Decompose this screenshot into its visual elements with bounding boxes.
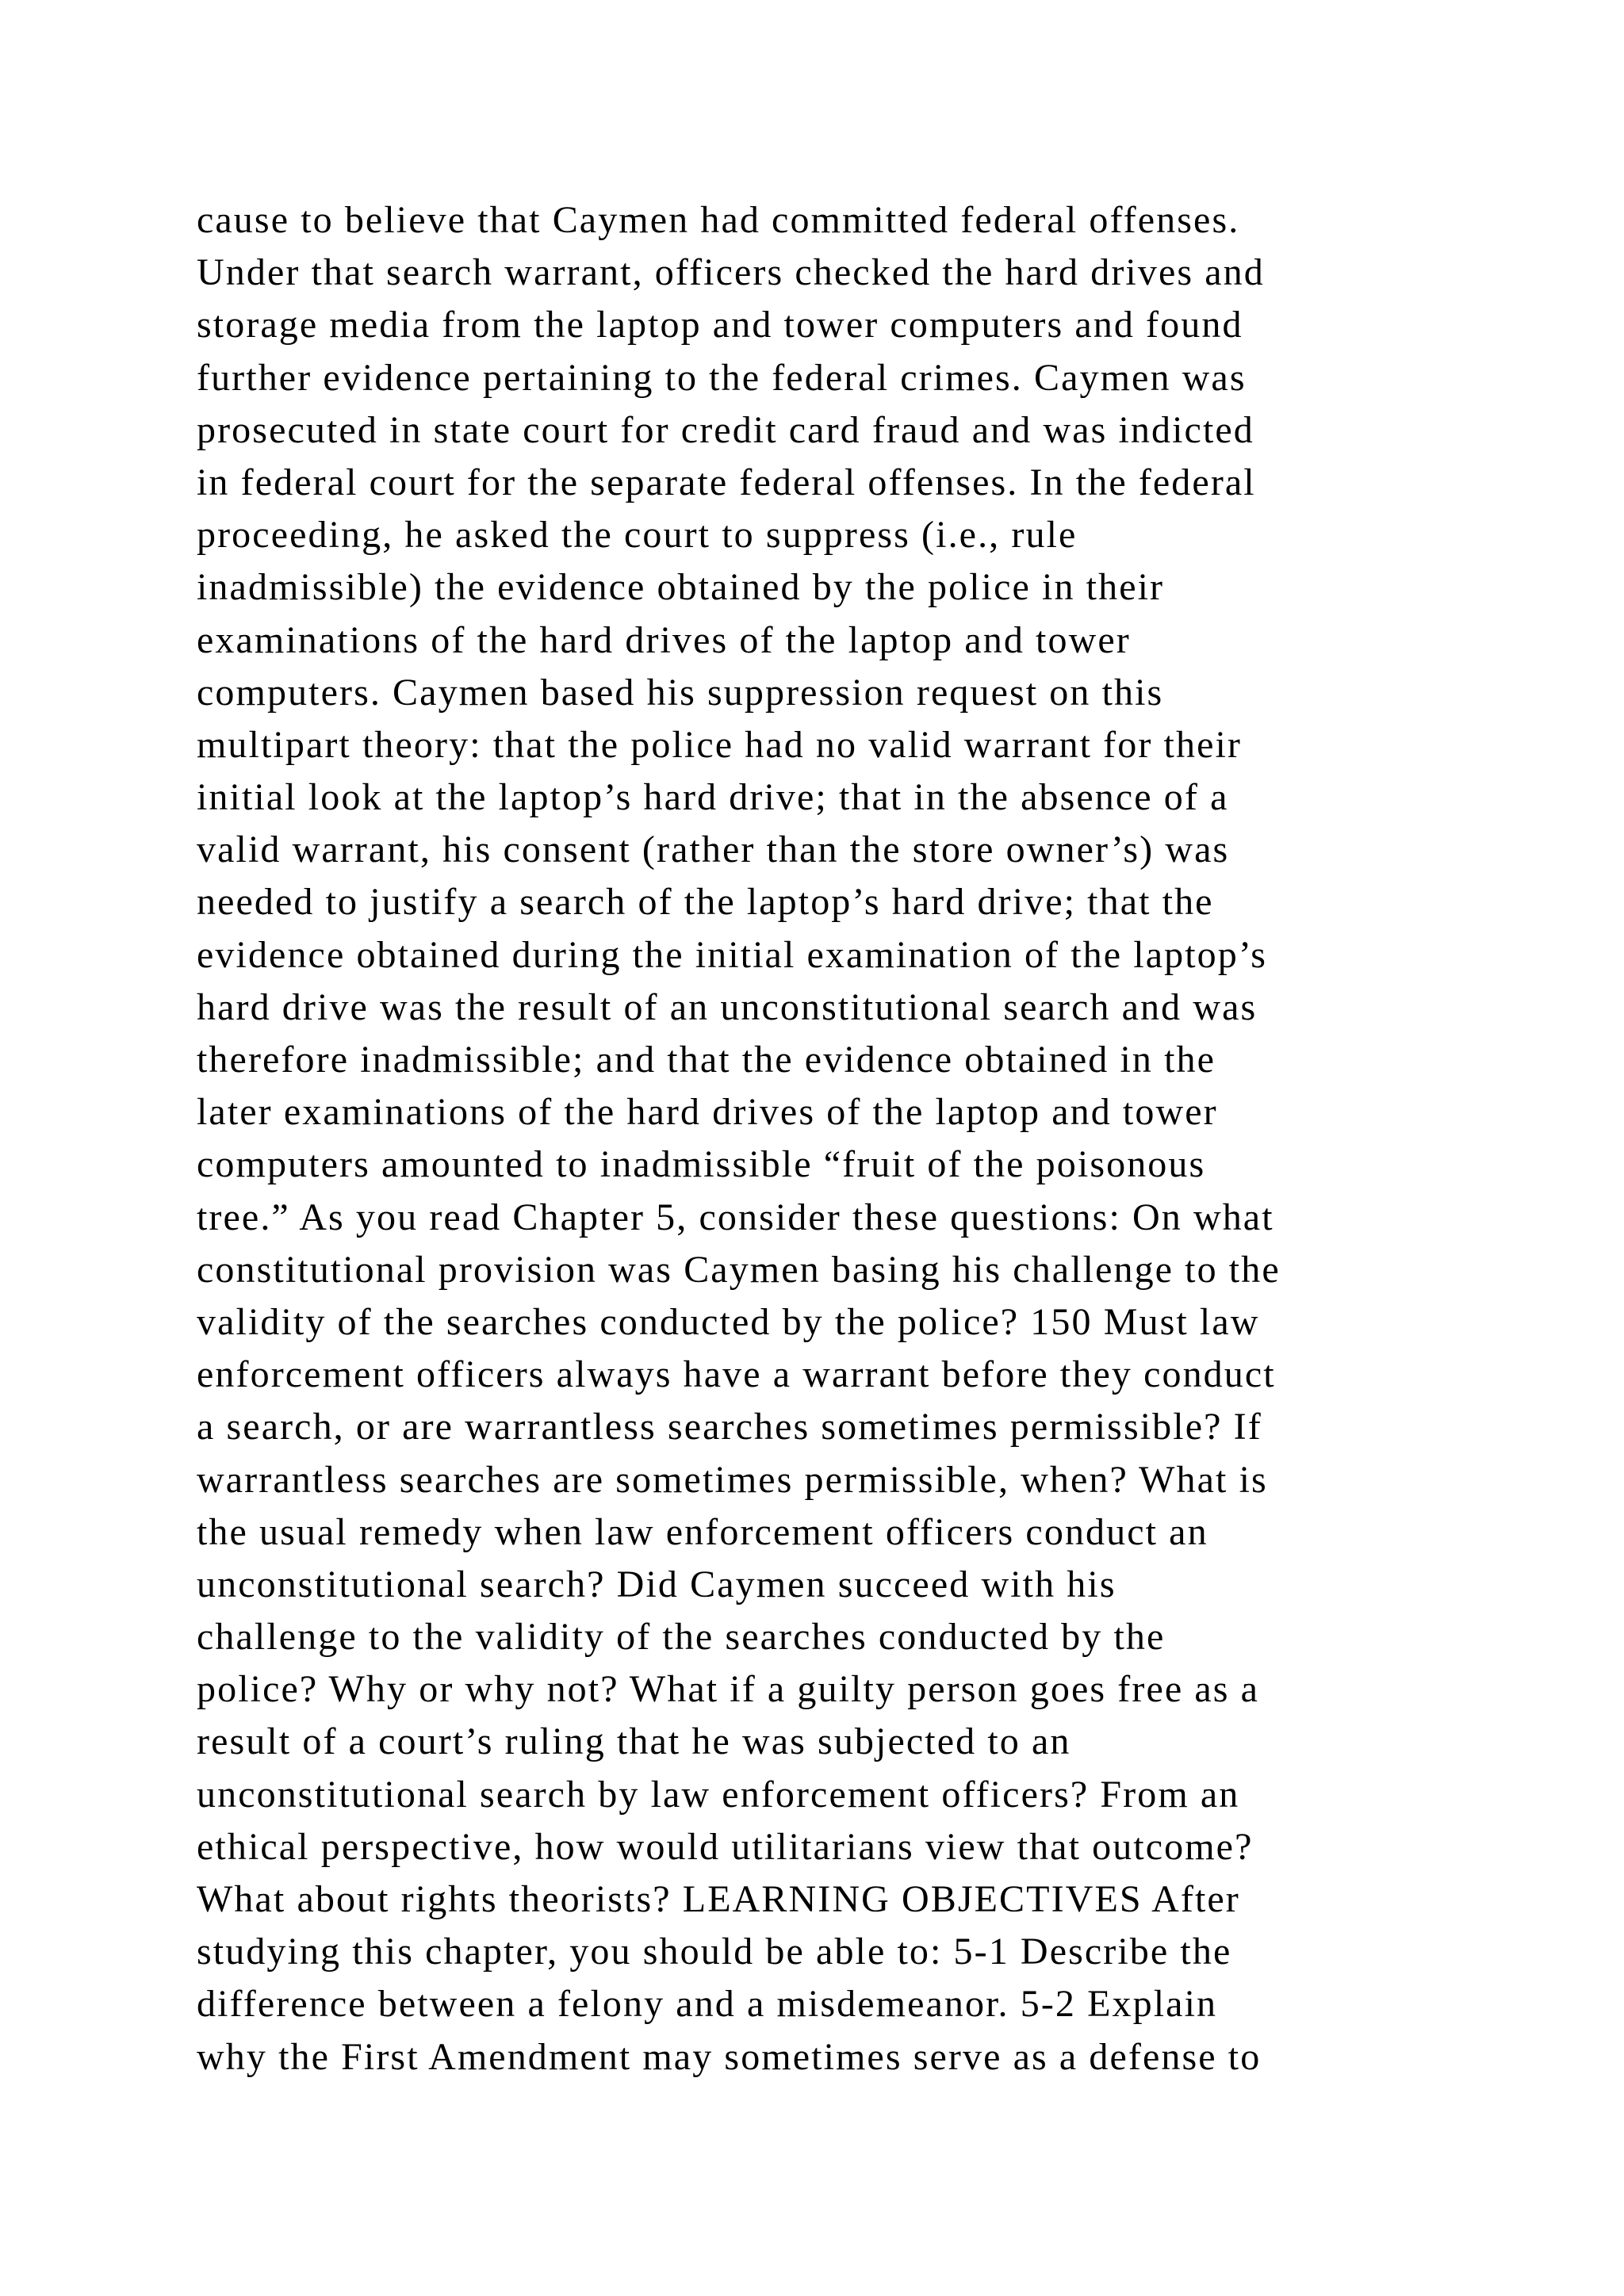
text-line: warrantless searches are sometimes permissible, when? What is <box>197 1458 1268 1501</box>
text-line: a search, or are warrantless searches sometimes permissible? If <box>197 1406 1262 1448</box>
text-line: police? Why or why not? What if a guilty person goes free as a <box>197 1668 1260 1711</box>
text-line: hard drive was the result of an unconstitutional search and was <box>197 985 1258 1028</box>
text-line: initial look at the laptop’s hard drive; that in the absence of a <box>197 776 1229 819</box>
text-line: later examinations of the hard drives of the laptop and tower <box>197 1091 1218 1134</box>
text-line: tree.” As you read Chapter 5, consider these questions: On what <box>197 1196 1274 1238</box>
text-line: Under that search warrant, officers checked the hard drives and <box>197 251 1265 294</box>
text-line: prosecuted in state court for credit card fraud and was indicted <box>197 408 1254 451</box>
text-line: therefore inadmissible; and that the evidence obtained in the <box>197 1039 1216 1081</box>
body-text <box>197 194 1465 2084</box>
text-line: computers. Caymen based his suppression request on this <box>197 671 1164 714</box>
text-line: difference between a felony and a misdemeanor. 5-2 Explain <box>197 1983 1218 2026</box>
text-line: ethical perspective, how would utilitarians view that outcome? <box>197 1825 1254 1868</box>
text-line: multipart theory: that the police had no valid warrant for their <box>197 723 1243 766</box>
text-line: enforcement officers always have a warrant before they conduct <box>197 1353 1276 1396</box>
text-line: why the First Amendment may sometimes serve as a defense to <box>197 2035 1262 2078</box>
text-line: examinations of the hard drives of the laptop and tower <box>197 618 1131 661</box>
text-line: cause to believe that Caymen had committed federal offenses. <box>197 199 1240 241</box>
text-line: unconstitutional search? Did Caymen succeed with his <box>197 1563 1116 1605</box>
text-line: in federal court for the separate federal offenses. In the federal <box>197 461 1256 503</box>
text-line: studying this chapter, you should be able to: 5-1 Describe the <box>197 1931 1232 1973</box>
text-line: What about rights theorists? LEARNING OBJECTIVES After <box>197 1878 1240 1920</box>
text-line: evidence obtained during the initial examination of the laptop’s <box>197 933 1268 976</box>
text-line: result of a court’s ruling that he was subjected to an <box>197 1720 1071 1763</box>
text-line: needed to justify a search of the laptop’s hard drive; that the <box>197 881 1214 924</box>
text-line: the usual remedy when law enforcement officers conduct an <box>197 1510 1208 1553</box>
text-line: proceeding, he asked the court to suppress (i.e., rule <box>197 514 1078 557</box>
text-line: validity of the searches conducted by the police? 150 Must law <box>197 1300 1260 1343</box>
text-line: inadmissible) the evidence obtained by the police in their <box>197 566 1165 609</box>
text-line: unconstitutional search by law enforcement officers? From an <box>197 1773 1240 1816</box>
text-line: valid warrant, his consent (rather than the store owner’s) was <box>197 828 1230 871</box>
text-line: challenge to the validity of the searches conducted by the <box>197 1616 1166 1659</box>
text-line: storage media from the laptop and tower computers and found <box>197 304 1243 346</box>
text-line: constitutional provision was Caymen basing his challenge to the <box>197 1248 1281 1291</box>
text-line: further evidence pertaining to the federal crimes. Caymen was <box>197 356 1247 399</box>
text-line: computers amounted to inadmissible “fruit of the poisonous <box>197 1143 1206 1186</box>
